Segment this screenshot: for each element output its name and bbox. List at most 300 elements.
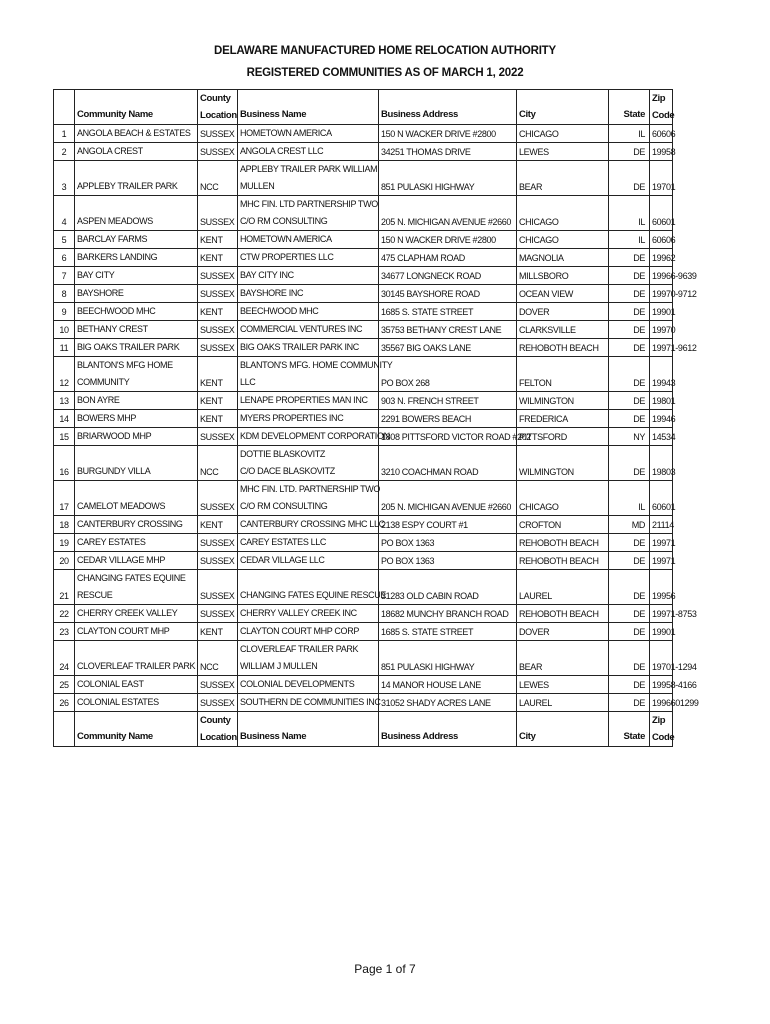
header-row-bottom bbox=[54, 712, 673, 747]
table-row bbox=[54, 249, 673, 267]
business-name-line: CEDAR VILLAGE LLC bbox=[240, 555, 325, 565]
header-county-location-line: Location bbox=[200, 732, 237, 743]
city: FREDERICA bbox=[517, 410, 609, 428]
business-name bbox=[238, 321, 379, 339]
row-number: 16 bbox=[54, 446, 75, 481]
business-address: 14 MANOR HOUSE LANE bbox=[379, 676, 517, 694]
zip-code: 1996601299 bbox=[650, 694, 673, 712]
city: LEWES bbox=[517, 143, 609, 161]
business-address: 35567 BIG OAKS LANE bbox=[379, 339, 517, 357]
business-address: 150 N WACKER DRIVE #2800 bbox=[379, 125, 517, 143]
community-name bbox=[75, 303, 198, 321]
business-name bbox=[238, 339, 379, 357]
state: DE bbox=[609, 605, 650, 623]
business-name bbox=[238, 125, 379, 143]
zip-code: 19971 bbox=[650, 534, 673, 552]
header-county-location-line: County bbox=[200, 93, 231, 104]
community-name-line: BAY CITY bbox=[77, 270, 115, 280]
business-name bbox=[238, 303, 379, 321]
state: DE bbox=[609, 321, 650, 339]
state: DE bbox=[609, 303, 650, 321]
county-location: KENT bbox=[198, 516, 238, 534]
header-zip-code bbox=[650, 712, 673, 747]
state: NY bbox=[609, 428, 650, 446]
community-name bbox=[75, 570, 198, 605]
business-address: 1685 S. STATE STREET bbox=[379, 623, 517, 641]
business-address: 851 PULASKI HIGHWAY bbox=[379, 641, 517, 676]
community-name bbox=[75, 321, 198, 339]
zip-code: 19803 bbox=[650, 446, 673, 481]
table-row bbox=[54, 285, 673, 303]
table-row bbox=[54, 428, 673, 446]
city: CLARKSVILLE bbox=[517, 321, 609, 339]
header-county-location-line: Location bbox=[200, 110, 237, 121]
community-name bbox=[75, 428, 198, 446]
community-name-line: CHANGING FATES EQUINE bbox=[77, 573, 186, 583]
business-name bbox=[238, 446, 379, 481]
zip-code: 19701 bbox=[650, 161, 673, 196]
header-business-address: Business Address bbox=[379, 712, 517, 747]
community-name-line: COLONIAL ESTATES bbox=[77, 697, 159, 707]
row-number: 24 bbox=[54, 641, 75, 676]
state: DE bbox=[609, 446, 650, 481]
table-row bbox=[54, 605, 673, 623]
county-location: NCC bbox=[198, 161, 238, 196]
business-address: 30145 BAYSHORE ROAD bbox=[379, 285, 517, 303]
table-row bbox=[54, 196, 673, 231]
city: CHICAGO bbox=[517, 481, 609, 516]
city: DOVER bbox=[517, 303, 609, 321]
zip-code: 19956 bbox=[650, 570, 673, 605]
community-name-line: BOWERS MHP bbox=[77, 413, 137, 423]
community-name-line: BARKERS LANDING bbox=[77, 252, 158, 262]
header-number bbox=[54, 90, 75, 125]
header-row-top bbox=[54, 90, 673, 125]
zip-code: 19958-4166 bbox=[650, 676, 673, 694]
county-location: SUSSEX bbox=[198, 196, 238, 231]
business-address: 18682 MUNCHY BRANCH ROAD bbox=[379, 605, 517, 623]
zip-code: 19901 bbox=[650, 303, 673, 321]
table-row bbox=[54, 694, 673, 712]
row-number: 4 bbox=[54, 196, 75, 231]
row-number: 15 bbox=[54, 428, 75, 446]
business-address: 1685 S. STATE STREET bbox=[379, 303, 517, 321]
community-name-line: BURGUNDY VILLA bbox=[77, 466, 151, 476]
business-name-line: BEECHWOOD MHC bbox=[240, 306, 319, 316]
row-number: 22 bbox=[54, 605, 75, 623]
header-state: State bbox=[609, 90, 650, 125]
row-number: 10 bbox=[54, 321, 75, 339]
business-name bbox=[238, 143, 379, 161]
row-number: 26 bbox=[54, 694, 75, 712]
zip-code: 19946 bbox=[650, 410, 673, 428]
county-location: KENT bbox=[198, 303, 238, 321]
state: DE bbox=[609, 357, 650, 392]
community-name-line: BETHANY CREST bbox=[77, 324, 148, 334]
state: DE bbox=[609, 410, 650, 428]
state: DE bbox=[609, 641, 650, 676]
table-row bbox=[54, 321, 673, 339]
business-name-line: ANGOLA CREST LLC bbox=[240, 146, 324, 156]
business-address: 2291 BOWERS BEACH bbox=[379, 410, 517, 428]
business-name-line: CTW PROPERTIES LLC bbox=[240, 252, 334, 262]
city: WILMINGTON bbox=[517, 446, 609, 481]
header-county-location bbox=[198, 712, 238, 747]
document-title bbox=[0, 40, 770, 84]
business-name-line: COMMERCIAL VENTURES INC bbox=[240, 324, 363, 334]
row-number: 13 bbox=[54, 392, 75, 410]
city: MILLSBORO bbox=[517, 267, 609, 285]
row-number: 7 bbox=[54, 267, 75, 285]
business-name bbox=[238, 570, 387, 605]
business-name bbox=[238, 534, 379, 552]
county-location: SUSSEX bbox=[198, 694, 238, 712]
community-name-line: BEECHWOOD MHC bbox=[77, 306, 156, 316]
community-name bbox=[75, 694, 198, 712]
business-address: 1808 PITTSFORD VICTOR ROAD #202 bbox=[379, 428, 517, 446]
business-name bbox=[238, 285, 379, 303]
row-number: 2 bbox=[54, 143, 75, 161]
state: DE bbox=[609, 534, 650, 552]
business-name-line: CLAYTON COURT MHP CORP bbox=[240, 626, 359, 636]
header-zip-code-line: Zip bbox=[652, 93, 666, 104]
state: DE bbox=[609, 339, 650, 357]
county-location: KENT bbox=[198, 357, 238, 392]
table-row bbox=[54, 357, 673, 392]
county-location: SUSSEX bbox=[198, 481, 238, 516]
community-name-line: BLANTON'S MFG HOME bbox=[77, 360, 173, 370]
zip-code: 14534 bbox=[650, 428, 673, 446]
business-name bbox=[238, 623, 379, 641]
state: DE bbox=[609, 552, 650, 570]
business-name-line: HOMETOWN AMERICA bbox=[240, 128, 332, 138]
table-row bbox=[54, 161, 673, 196]
business-name bbox=[238, 481, 379, 516]
community-name bbox=[75, 534, 198, 552]
zip-code: 19943 bbox=[650, 357, 673, 392]
business-name bbox=[238, 410, 379, 428]
table-row bbox=[54, 267, 673, 285]
business-address: 851 PULASKI HIGHWAY bbox=[379, 161, 517, 196]
city: LAUREL bbox=[517, 570, 609, 605]
county-location: NCC bbox=[198, 446, 238, 481]
state: DE bbox=[609, 285, 650, 303]
table-row bbox=[54, 392, 673, 410]
zip-code: 19971-9612 bbox=[650, 339, 673, 357]
business-name-line: APPLEBY TRAILER PARK WILLIAM bbox=[240, 164, 378, 174]
business-name-line: MYERS PROPERTIES INC bbox=[240, 413, 344, 423]
community-name bbox=[75, 196, 198, 231]
community-name-line: CEDAR VILLAGE MHP bbox=[77, 555, 166, 565]
community-name bbox=[75, 410, 198, 428]
city: CHICAGO bbox=[517, 196, 609, 231]
header-business-address: Business Address bbox=[379, 90, 517, 125]
zip-code: 19958 bbox=[650, 143, 673, 161]
zip-code: 19966-9639 bbox=[650, 267, 673, 285]
business-name bbox=[238, 392, 379, 410]
state: DE bbox=[609, 249, 650, 267]
business-address: PO BOX 1363 bbox=[379, 534, 517, 552]
business-name bbox=[238, 428, 390, 446]
county-location: SUSSEX bbox=[198, 552, 238, 570]
community-name-line: COLONIAL EAST bbox=[77, 679, 144, 689]
county-location: KENT bbox=[198, 392, 238, 410]
header-zip-code bbox=[650, 90, 673, 125]
business-name-line: MHC FIN. LTD. PARTNERSHIP TWO bbox=[240, 484, 381, 494]
business-address: 150 N WACKER DRIVE #2800 bbox=[379, 231, 517, 249]
community-name bbox=[75, 605, 198, 623]
header-business-name: Business Name bbox=[238, 90, 379, 125]
community-name-line: CANTERBURY CROSSING bbox=[77, 519, 183, 529]
business-name bbox=[238, 694, 379, 712]
city: CHICAGO bbox=[517, 125, 609, 143]
row-number: 8 bbox=[54, 285, 75, 303]
county-location: SUSSEX bbox=[198, 125, 238, 143]
business-name bbox=[238, 231, 379, 249]
community-name bbox=[75, 357, 198, 392]
header-zip-code-line: Code bbox=[652, 110, 675, 121]
business-address: PO BOX 268 bbox=[379, 357, 517, 392]
state: IL bbox=[609, 196, 650, 231]
row-number: 21 bbox=[54, 570, 75, 605]
zip-code: 19962 bbox=[650, 249, 673, 267]
community-name bbox=[75, 249, 198, 267]
state: DE bbox=[609, 267, 650, 285]
table-row bbox=[54, 552, 673, 570]
business-address: 475 CLAPHAM ROAD bbox=[379, 249, 517, 267]
community-name bbox=[75, 339, 198, 357]
row-number: 18 bbox=[54, 516, 75, 534]
community-name bbox=[75, 161, 198, 196]
table-row bbox=[54, 143, 673, 161]
zip-code: 60601 bbox=[650, 481, 673, 516]
header-city: City bbox=[517, 712, 609, 747]
community-name bbox=[75, 552, 198, 570]
table-row bbox=[54, 125, 673, 143]
table-row bbox=[54, 446, 673, 481]
row-number: 3 bbox=[54, 161, 75, 196]
business-name-line: COLONIAL DEVELOPMENTS bbox=[240, 679, 355, 689]
header-community-name: Community Name bbox=[75, 712, 198, 747]
city: LEWES bbox=[517, 676, 609, 694]
business-address: 34251 THOMAS DRIVE bbox=[379, 143, 517, 161]
table-row bbox=[54, 534, 673, 552]
zip-code: 19701-1294 bbox=[650, 641, 673, 676]
zip-code: 19971-8753 bbox=[650, 605, 673, 623]
header-state: State bbox=[609, 712, 650, 747]
community-name-line: ASPEN MEADOWS bbox=[77, 216, 153, 226]
row-number: 5 bbox=[54, 231, 75, 249]
state: MD bbox=[609, 516, 650, 534]
county-location: SUSSEX bbox=[198, 267, 238, 285]
state: DE bbox=[609, 143, 650, 161]
state: DE bbox=[609, 694, 650, 712]
county-location: KENT bbox=[198, 231, 238, 249]
business-name-line: BLANTON'S MFG. HOME COMMUNITY bbox=[240, 360, 393, 370]
row-number: 11 bbox=[54, 339, 75, 357]
business-name-line: CAREY ESTATES LLC bbox=[240, 537, 327, 547]
zip-code: 60601 bbox=[650, 196, 673, 231]
row-number: 20 bbox=[54, 552, 75, 570]
county-location: SUSSEX bbox=[198, 570, 238, 605]
community-name bbox=[75, 392, 198, 410]
business-name-line: SOUTHERN DE COMMUNITIES INC bbox=[240, 697, 381, 707]
business-name bbox=[238, 267, 379, 285]
state: IL bbox=[609, 231, 650, 249]
header-county-location bbox=[198, 90, 238, 125]
county-location: SUSSEX bbox=[198, 428, 238, 446]
business-name bbox=[238, 249, 379, 267]
community-name-line: BARCLAY FARMS bbox=[77, 234, 148, 244]
header-community-name: Community Name bbox=[75, 90, 198, 125]
zip-code: 19901 bbox=[650, 623, 673, 641]
header-county-location-line: County bbox=[200, 715, 231, 726]
community-name-line: BON AYRE bbox=[77, 395, 120, 405]
county-location: SUSSEX bbox=[198, 339, 238, 357]
business-name-line: CANTERBURY CROSSING MHC LLC bbox=[240, 519, 385, 529]
business-name bbox=[238, 641, 379, 676]
community-name-line: BRIARWOOD MHP bbox=[77, 431, 152, 441]
business-name bbox=[238, 357, 393, 392]
community-name-line: ANGOLA CREST bbox=[77, 146, 143, 156]
city: OCEAN VIEW bbox=[517, 285, 609, 303]
community-name bbox=[75, 285, 198, 303]
community-name-line: RESCUE bbox=[77, 590, 113, 600]
business-name-line: CHANGING FATES EQUINE RESCUE bbox=[240, 590, 387, 600]
county-location: SUSSEX bbox=[198, 285, 238, 303]
community-name-line: CAREY ESTATES bbox=[77, 537, 146, 547]
row-number: 9 bbox=[54, 303, 75, 321]
business-address: 205 N. MICHIGAN AVENUE #2660 bbox=[379, 196, 517, 231]
city: CROFTON bbox=[517, 516, 609, 534]
business-name bbox=[238, 161, 379, 196]
city: REHOBOTH BEACH bbox=[517, 605, 609, 623]
row-number: 1 bbox=[54, 125, 75, 143]
business-name bbox=[238, 196, 379, 231]
city: PITTSFORD bbox=[517, 428, 609, 446]
city: WILMINGTON bbox=[517, 392, 609, 410]
business-name-line: DOTTIE BLASKOVITZ bbox=[240, 449, 326, 459]
business-name-line: MHC FIN. LTD PARTNERSHIP TWO bbox=[240, 199, 378, 209]
state: DE bbox=[609, 623, 650, 641]
community-name-line: APPLEBY TRAILER PARK bbox=[77, 181, 178, 191]
city: REHOBOTH BEACH bbox=[517, 339, 609, 357]
community-name-line: COMMUNITY bbox=[77, 377, 130, 387]
row-number: 19 bbox=[54, 534, 75, 552]
table-row bbox=[54, 570, 673, 605]
table-row bbox=[54, 676, 673, 694]
table-row bbox=[54, 481, 673, 516]
city: LAUREL bbox=[517, 694, 609, 712]
row-number: 6 bbox=[54, 249, 75, 267]
row-number: 12 bbox=[54, 357, 75, 392]
business-name-line: KDM DEVELOPMENT CORPORATION bbox=[240, 431, 390, 441]
county-location: NCC bbox=[198, 641, 238, 676]
city: FELTON bbox=[517, 357, 609, 392]
county-location: SUSSEX bbox=[198, 534, 238, 552]
business-name bbox=[238, 605, 379, 623]
community-name bbox=[75, 446, 198, 481]
business-address: PO BOX 1363 bbox=[379, 552, 517, 570]
community-name bbox=[75, 623, 198, 641]
business-name-line: C/O DACE BLASKOVITZ bbox=[240, 466, 335, 476]
state: DE bbox=[609, 676, 650, 694]
county-location: SUSSEX bbox=[198, 605, 238, 623]
table-row bbox=[54, 410, 673, 428]
community-name bbox=[75, 516, 198, 534]
row-number: 17 bbox=[54, 481, 75, 516]
community-name-line: BIG OAKS TRAILER PARK bbox=[77, 342, 180, 352]
header-city: City bbox=[517, 90, 609, 125]
business-address: 205 N. MICHIGAN AVENUE #2660 bbox=[379, 481, 517, 516]
business-address: 31283 OLD CABIN ROAD bbox=[379, 570, 517, 605]
business-address: 34677 LONGNECK ROAD bbox=[379, 267, 517, 285]
state: DE bbox=[609, 161, 650, 196]
table-row bbox=[54, 641, 673, 676]
table-row bbox=[54, 231, 673, 249]
business-name-line: WILLIAM J MULLEN bbox=[240, 661, 318, 671]
city: BEAR bbox=[517, 161, 609, 196]
business-name-line: LENAPE PROPERTIES MAN INC bbox=[240, 395, 368, 405]
page-footer: Page 1 of 7 bbox=[354, 962, 416, 976]
county-location: KENT bbox=[198, 623, 238, 641]
community-name bbox=[75, 267, 198, 285]
business-name-line: HOMETOWN AMERICA bbox=[240, 234, 332, 244]
business-name-line: BAYSHORE INC bbox=[240, 288, 304, 298]
community-name-line: CAMELOT MEADOWS bbox=[77, 501, 166, 511]
business-address: 3210 COACHMAN ROAD bbox=[379, 446, 517, 481]
city: DOVER bbox=[517, 623, 609, 641]
business-name bbox=[238, 552, 379, 570]
table-row bbox=[54, 623, 673, 641]
business-address: 903 N. FRENCH STREET bbox=[379, 392, 517, 410]
zip-code: 19970 bbox=[650, 321, 673, 339]
business-name-line: LLC bbox=[240, 377, 256, 387]
header-number bbox=[54, 712, 75, 747]
community-name-line: CLOVERLEAF TRAILER PARK bbox=[77, 661, 196, 671]
community-name-line: ANGOLA BEACH & ESTATES bbox=[77, 128, 191, 138]
communities-table-wrap bbox=[53, 89, 699, 747]
community-name bbox=[75, 481, 198, 516]
header-zip-code-line: Zip bbox=[652, 715, 666, 726]
community-name bbox=[75, 143, 198, 161]
business-name-line: BIG OAKS TRAILER PARK INC bbox=[240, 342, 359, 352]
business-name bbox=[238, 676, 379, 694]
county-location: KENT bbox=[198, 249, 238, 267]
city: MAGNOLIA bbox=[517, 249, 609, 267]
zip-code: 19971 bbox=[650, 552, 673, 570]
zip-code: 21114 bbox=[650, 516, 673, 534]
state: IL bbox=[609, 481, 650, 516]
business-name-line: CHERRY VALLEY CREEK INC bbox=[240, 608, 357, 618]
business-name-line: MULLEN bbox=[240, 181, 275, 191]
business-name-line: C/O RM CONSULTING bbox=[240, 501, 328, 511]
county-location: SUSSEX bbox=[198, 676, 238, 694]
business-name-line: CLOVERLEAF TRAILER PARK bbox=[240, 644, 359, 654]
communities-table bbox=[53, 89, 699, 747]
community-name-line: CHERRY CREEK VALLEY bbox=[77, 608, 178, 618]
title-line-2: REGISTERED COMMUNITIES AS OF MARCH 1, 2022 bbox=[246, 67, 524, 79]
business-address: 35753 BETHANY CREST LANE bbox=[379, 321, 517, 339]
row-number: 25 bbox=[54, 676, 75, 694]
business-name bbox=[238, 516, 385, 534]
business-address: 2138 ESPY COURT #1 bbox=[379, 516, 517, 534]
county-location: KENT bbox=[198, 410, 238, 428]
business-name-line: C/O RM CONSULTING bbox=[240, 216, 328, 226]
community-name bbox=[75, 125, 198, 143]
row-number: 23 bbox=[54, 623, 75, 641]
state: DE bbox=[609, 392, 650, 410]
